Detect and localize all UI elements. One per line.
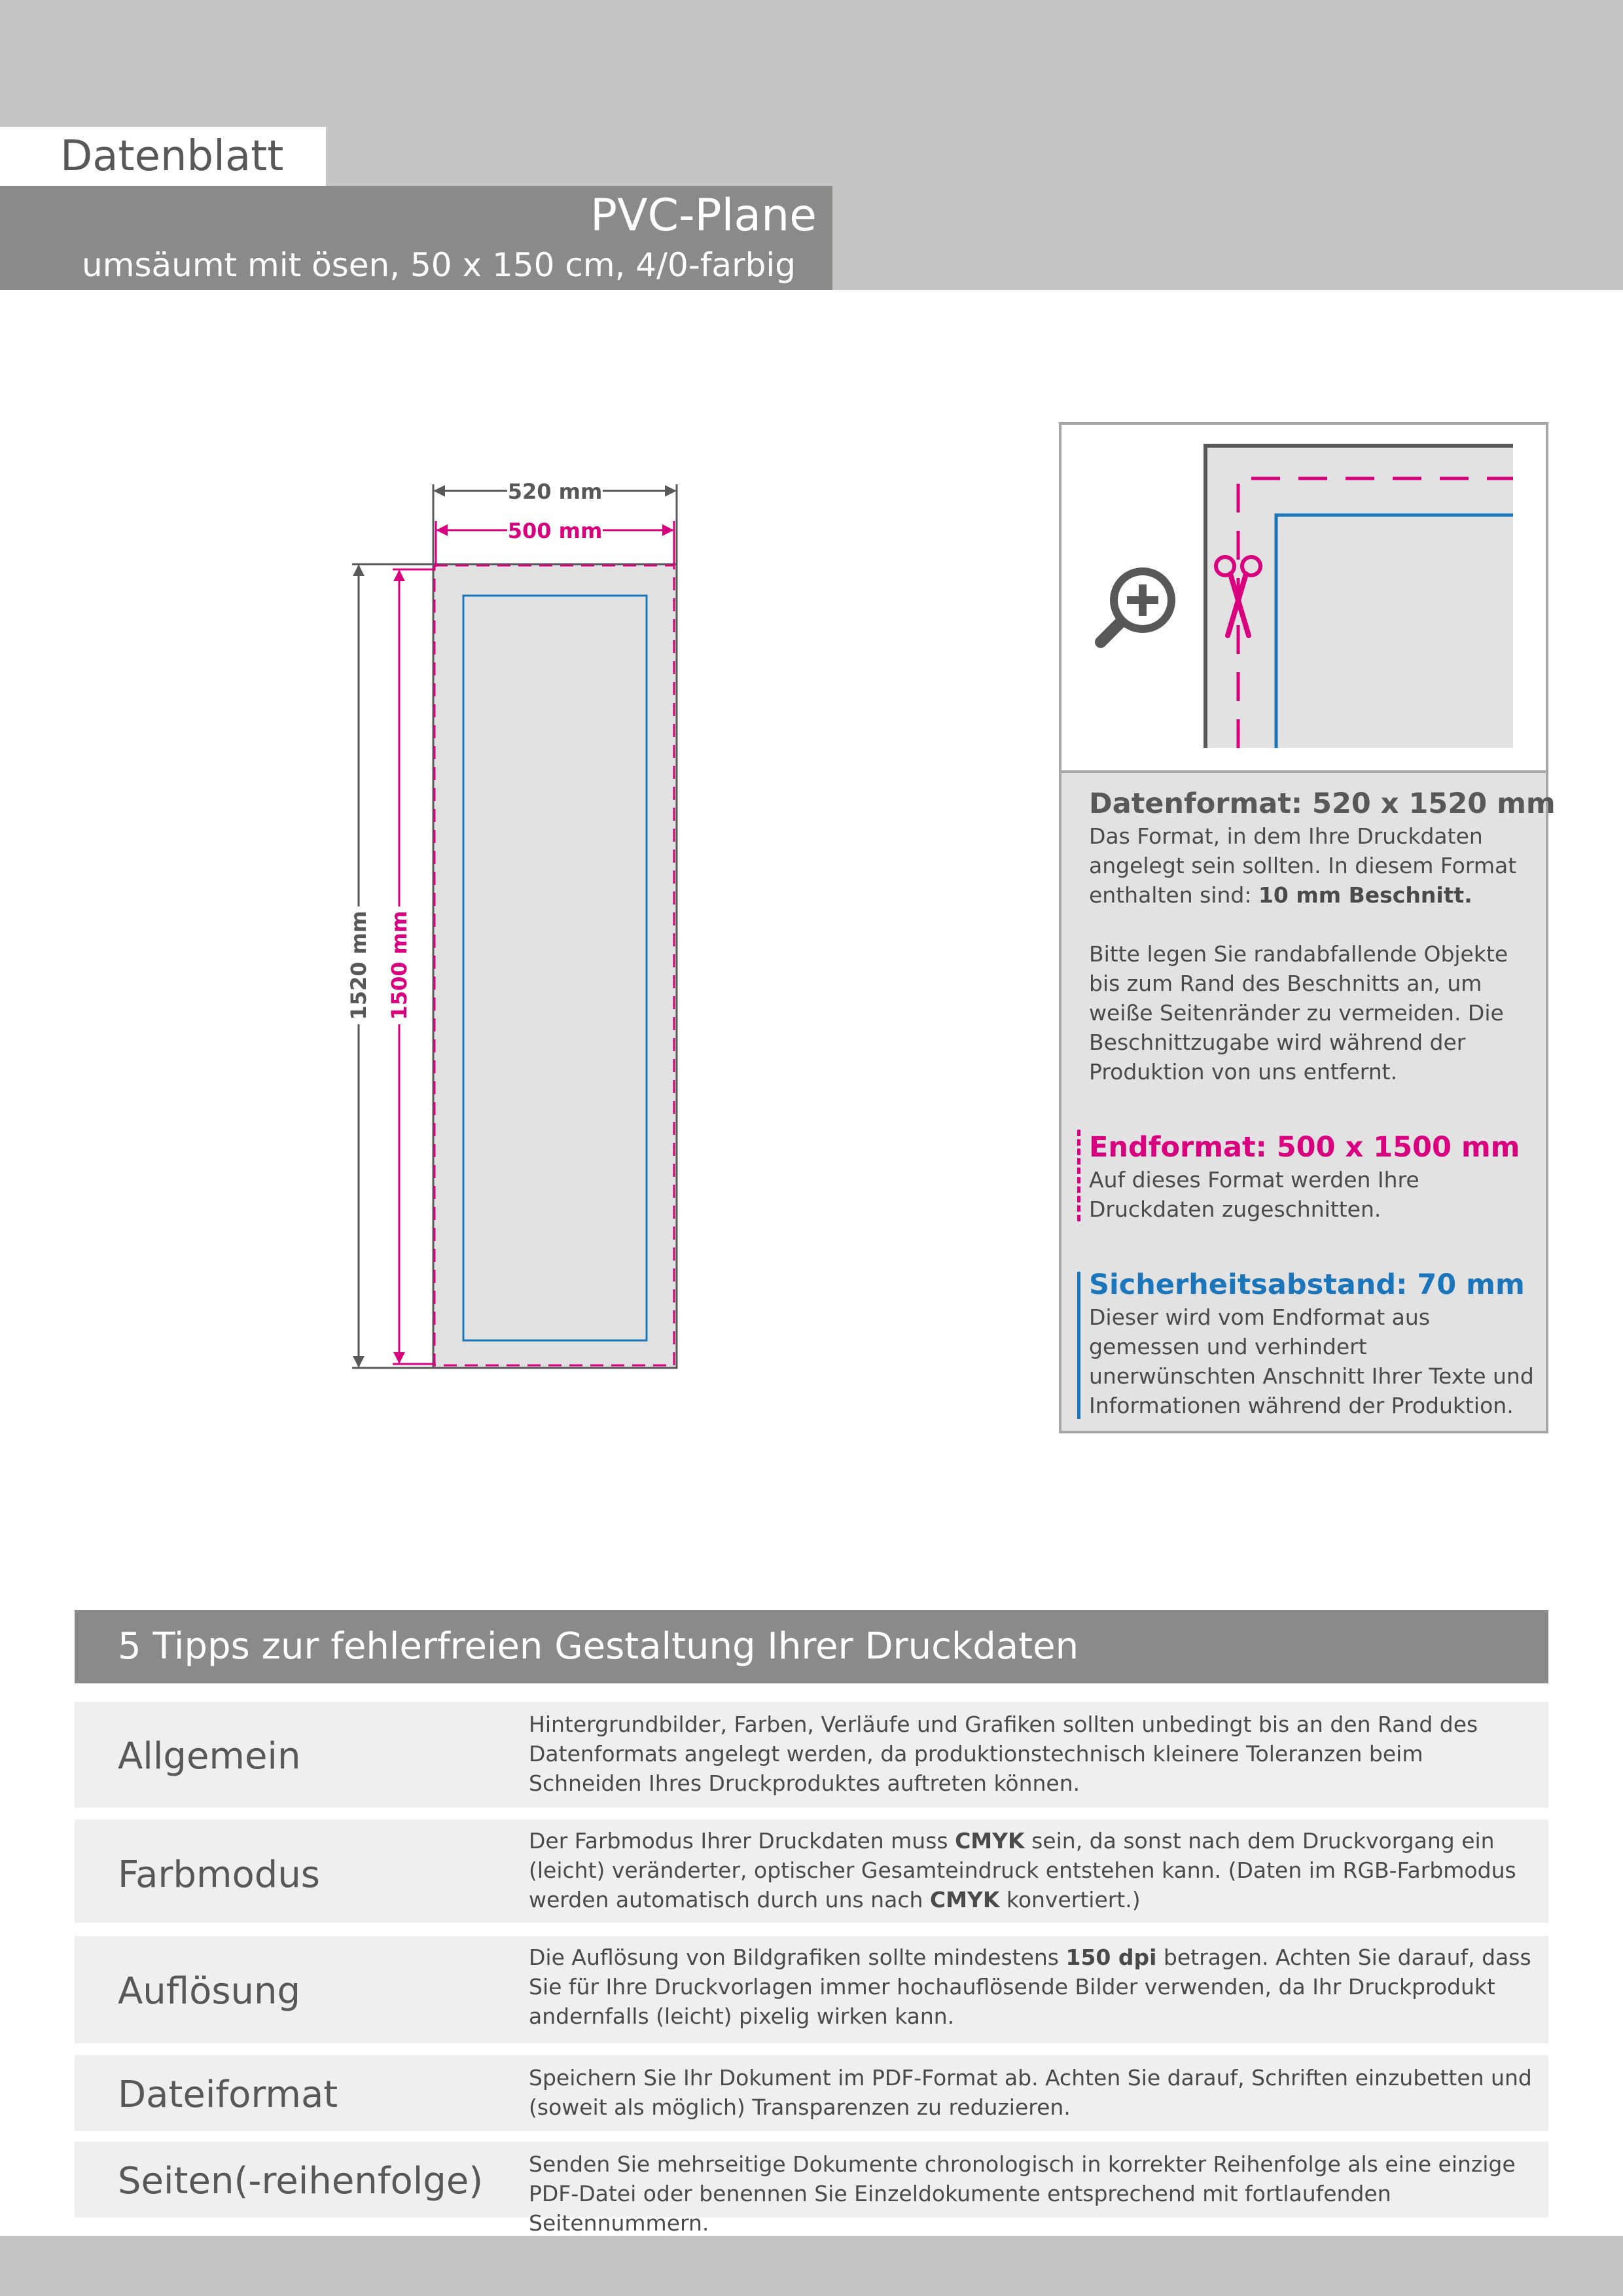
product-subtitle: umsäumt mit ösen, 50 x 150 cm, 4/0-farbig	[82, 246, 796, 284]
tip-label: Dateiformat	[118, 2073, 338, 2116]
tip-text-part: Hintergrundbilder, Farben, Verläufe und Grafiken sollten unbedingt bis an den Rand des Datenformats angelegt werden, da produktionstechnisch kleinere Toleranzen beim Schneiden Ihres Druckproduktes auftreten können.	[529, 1712, 1478, 1796]
tip-row-farbmodus	[75, 1820, 1548, 1923]
tip-label: Seiten(-reihenfolge)	[118, 2160, 484, 2202]
tips-header	[75, 1610, 1548, 1683]
tip-text	[529, 1710, 1537, 1798]
tip-text-part: Die Auflösung von Bildgrafiken sollte mindestens	[529, 1945, 1066, 1970]
tip-text-bold: 150 dpi	[1065, 1945, 1157, 1970]
tip-text-part: sein, da sonst nach dem Druckvorgang ein (leicht) veränderter, optischer Gesamteindruck entstehen kann. (Daten im RGB-Farbmodus werden automatisch durch uns nach	[529, 1828, 1516, 1912]
tip-text-bold: CMYK	[929, 1887, 1000, 1912]
endformat-body: Auf dieses Format werden Ihre Druckdaten zugeschnitten.	[1089, 1167, 1419, 1222]
tip-text-part: Speichern Sie Ihr Dokument im PDF-Format ab. Achten Sie darauf, Schriften einzubetten und (soweit als möglich) Transparenzen zu reduzieren.	[529, 2065, 1532, 2120]
bottom-band	[0, 2236, 1623, 2296]
endformat-block	[1089, 1130, 1534, 1224]
tip-text-part: Senden Sie mehrseitige Dokumente chronologisch in korrekter Reihenfolge als eine einzige PDF-Datei oder benennen Sie Einzeldokumente entsprechend mit fortlaufenden Seitennummern.	[529, 2151, 1516, 2236]
tip-row-allgemein	[75, 1702, 1548, 1808]
datenformat-note: Bitte legen Sie randabfallende Objekte bis zum Rand des Beschnitts an, um weiße Seitenränder zu vermeiden. Die Beschnittzugabe wird während der Produktion von uns entfernt.	[1089, 941, 1508, 1085]
endformat-marker	[1077, 1130, 1080, 1221]
datenformat-block	[1089, 786, 1556, 1086]
sicherheit-title: Sicherheitsabstand: 70 mm	[1089, 1268, 1525, 1301]
sicherheit-marker	[1077, 1272, 1080, 1419]
info-panel	[1059, 422, 1556, 1433]
datenformat-title: Datenformat: 520 x 1520 mm	[1089, 787, 1556, 820]
tip-label: Allgemein	[118, 1735, 301, 1778]
tip-text-part: konvertiert.)	[999, 1887, 1141, 1912]
tip-text	[529, 2149, 1537, 2238]
product-name: PVC-Plane	[590, 190, 817, 242]
tip-label: Auflösung	[118, 1970, 301, 2013]
height-data-label: 1520 mm	[346, 910, 371, 1020]
datenformat-body	[1089, 821, 1534, 1086]
datenformat-text: Das Format, in dem Ihre Druckdaten angelegt sein sollten. In diesem Format enthalten sind:	[1089, 823, 1517, 908]
tip-label: Farbmodus	[118, 1854, 320, 1896]
tip-text	[529, 2063, 1537, 2122]
sicherheit-block	[1089, 1267, 1534, 1420]
tip-row-aufloesung	[75, 1936, 1548, 2043]
datenformat-bleed: 10 mm Beschnitt.	[1258, 882, 1472, 908]
magnifier-plus-icon	[1101, 567, 1175, 642]
height-final-label: 1500 mm	[387, 910, 412, 1020]
data-format-area	[433, 564, 677, 1368]
datenblatt-title: Datenblatt	[60, 132, 284, 181]
tip-row-dateiformat	[75, 2055, 1548, 2131]
width-final-label: 500 mm	[507, 518, 603, 543]
tip-text-part: Der Farbmodus Ihrer Druckdaten muss	[529, 1828, 955, 1854]
endformat-title: Endformat: 500 x 1500 mm	[1089, 1131, 1520, 1164]
tip-row-seiten	[75, 2142, 1548, 2236]
zoom-detail-graphic	[1061, 425, 1546, 770]
tip-text-part: betragen. Achten Sie darauf, dass Sie für Ihre Druckvorlagen immer hochauflösende Bilder verwenden, da Ihr Druckprodukt andernfalls (leicht) pixelig wirken kann.	[529, 1945, 1531, 2029]
tip-text-bold: CMYK	[955, 1828, 1025, 1854]
zoom-detail	[1061, 425, 1546, 770]
tip-text	[529, 1826, 1537, 1914]
tips-heading: 5 Tipps zur fehlerfreien Gestaltung Ihrer Druckdaten	[118, 1625, 1079, 1668]
width-data-label: 520 mm	[507, 479, 603, 504]
sicherheit-body: Dieser wird vom Endformat aus gemessen und verhindert unerwünschten Anschnitt Ihrer Texte und Informationen während der Produktion.	[1089, 1304, 1534, 1418]
tip-text	[529, 1943, 1537, 2031]
info-text-area	[1061, 770, 1556, 1431]
format-diagram	[0, 0, 720, 1440]
